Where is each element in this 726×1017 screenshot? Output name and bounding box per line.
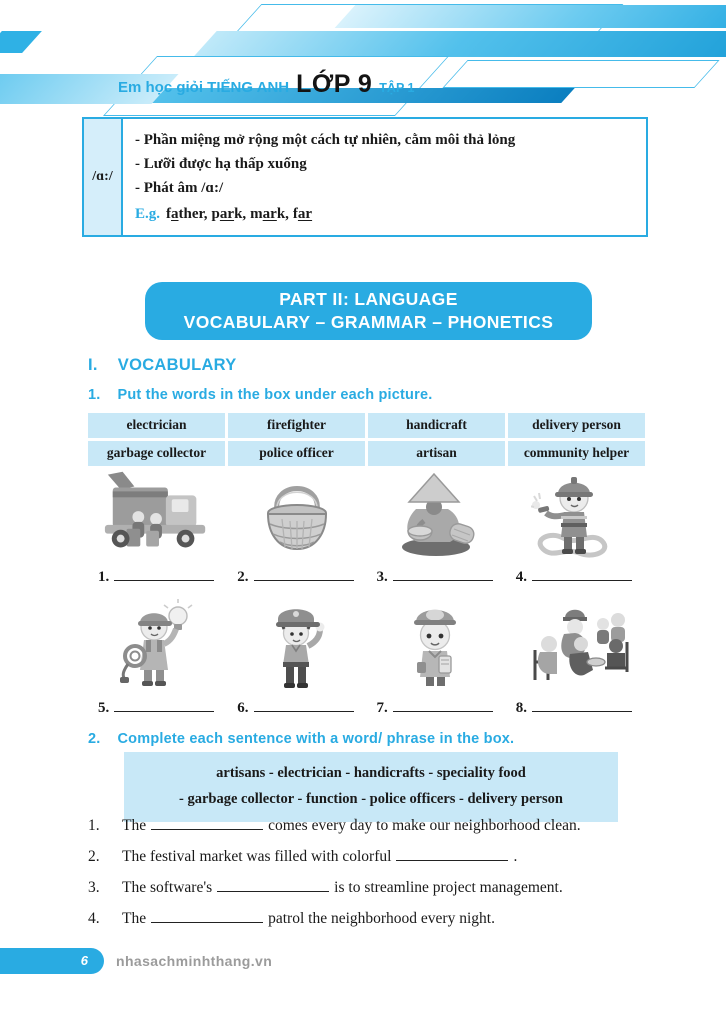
- sentence-text: The festival market was filled with colorful .: [122, 847, 518, 865]
- sentence-number: 1.: [88, 817, 100, 834]
- phonetics-line: - Lưỡi được hạ thấp xuống: [135, 156, 307, 172]
- picture-item: [506, 598, 645, 717]
- answer-blank: [393, 567, 493, 581]
- pictures-grid: [88, 467, 645, 717]
- word-cell: community helper: [508, 441, 645, 466]
- answer-blank: [254, 567, 354, 581]
- sentence-item: [88, 847, 653, 866]
- picture-label: [516, 567, 632, 586]
- phonetics-line: - Phần miệng mở rộng một cách tự nhiên, cằm môi thả lỏng: [135, 132, 516, 148]
- answer-blank: [114, 567, 214, 581]
- answer-blank: [532, 698, 632, 712]
- picture-number: 8.: [515, 700, 527, 716]
- word-cell: electrician: [88, 413, 225, 438]
- example-word: father,: [166, 206, 208, 222]
- sentence-item: [88, 878, 653, 897]
- sentence-text: The software's is to streamline project management.: [122, 878, 563, 896]
- picture-number: 3.: [376, 569, 388, 585]
- series-title: Em học giỏi TIẾNG ANH: [118, 79, 290, 96]
- word-box-line: artisans - electrician - handicrafts - speciality food: [216, 765, 526, 781]
- fill-blank: [217, 879, 329, 892]
- electrician-image: [114, 598, 202, 692]
- picture-number: 1.: [98, 569, 110, 585]
- community-helpers-image: [517, 598, 633, 692]
- police-officer-image: [256, 598, 338, 692]
- picture-label: [516, 698, 632, 717]
- example-word: park,: [211, 206, 247, 222]
- answer-blank: [393, 698, 493, 712]
- firefighter-image: [531, 467, 619, 561]
- word-cell: police officer: [228, 441, 365, 466]
- phonetics-description-cell: [123, 119, 646, 235]
- grade-label: LỚP 9: [296, 70, 373, 98]
- decor-outline-parallelogram-3: [442, 60, 719, 88]
- sentence-item: [88, 816, 653, 835]
- section-title: VOCABULARY: [117, 356, 237, 374]
- exercise2-heading: [88, 731, 514, 747]
- answer-blank: [114, 698, 214, 712]
- page-number-pill: 6: [0, 948, 104, 974]
- picture-label: [98, 698, 214, 717]
- exercise1-instruction: Put the words in the box under each picture.: [117, 387, 433, 403]
- phonetics-table: [82, 117, 648, 237]
- picture-item: [367, 467, 506, 586]
- decor-left-small-shape: [0, 31, 42, 53]
- part-banner: [145, 282, 592, 340]
- picture-item: [506, 467, 645, 586]
- decor-gradient-stripe-top: [335, 5, 726, 28]
- picture-item: [367, 598, 506, 717]
- delivery-person-image: [395, 598, 477, 692]
- example-label: E.g.: [135, 206, 161, 222]
- exercise1-number: 1.: [88, 387, 101, 403]
- fill-blank: [396, 848, 508, 861]
- example-word: far: [292, 206, 313, 222]
- picture-label: [377, 698, 493, 717]
- word-table: [88, 413, 645, 466]
- sentence-text: The comes every day to make our neighborhood clean.: [122, 817, 581, 834]
- section-number: I.: [88, 356, 98, 374]
- picture-item: [88, 598, 227, 717]
- part-banner-line1: PART II: LANGUAGE: [279, 288, 458, 309]
- word-cell: firefighter: [228, 413, 365, 438]
- garbage-collector-image: [99, 467, 217, 561]
- phonetics-line: - Phát âm /ɑ:/: [135, 180, 224, 196]
- picture-number: 4.: [515, 569, 527, 585]
- picture-label: [377, 567, 493, 586]
- exercise1-heading: [88, 387, 432, 403]
- section-heading: [88, 356, 237, 375]
- fill-blank: [151, 817, 263, 830]
- sentence-number: 4.: [88, 909, 100, 927]
- picture-label: [237, 567, 353, 586]
- picture-number: 5.: [98, 700, 110, 716]
- book-title: [118, 70, 415, 99]
- exercise2-instruction: Complete each sentence with a word/ phrase in the box.: [117, 731, 515, 747]
- picture-label: [237, 698, 353, 717]
- sentence-number: 2.: [88, 847, 100, 865]
- word-box-line: - garbage collector - function - police officers - delivery person: [179, 791, 563, 808]
- decor-gradient-band: [193, 31, 726, 57]
- phonetics-example-line: [135, 206, 638, 223]
- sentence-text: The patrol the neighborhood every night.: [122, 909, 495, 927]
- picture-number: 7.: [376, 700, 388, 716]
- picture-item: [88, 467, 227, 586]
- word-box: [124, 752, 618, 822]
- basket-image: [252, 467, 342, 561]
- sentence-list: [88, 816, 653, 940]
- word-cell: garbage collector: [88, 441, 225, 466]
- publisher-website: nhasachminhthang.vn: [116, 953, 273, 969]
- word-cell: delivery person: [508, 413, 645, 438]
- answer-blank: [532, 567, 632, 581]
- part-banner-line2: VOCABULARY – GRAMMAR – PHONETICS: [183, 312, 554, 332]
- example-word: mark,: [250, 206, 289, 222]
- picture-item: [227, 467, 366, 586]
- sentence-number: 3.: [88, 878, 100, 896]
- picture-number: 2.: [237, 569, 249, 585]
- picture-item: [227, 598, 366, 717]
- phonetic-symbol-cell: /ɑ:/: [84, 119, 123, 235]
- fill-blank: [151, 910, 263, 923]
- artisan-image: [386, 467, 486, 561]
- word-cell: handicraft: [368, 413, 505, 438]
- picture-label: [98, 567, 214, 586]
- word-cell: artisan: [368, 441, 505, 466]
- volume-label: TẬP 1: [379, 81, 415, 95]
- exercise2-number: 2.: [88, 731, 101, 747]
- picture-number: 6.: [237, 700, 249, 716]
- answer-blank: [254, 698, 354, 712]
- sentence-item: [88, 909, 653, 928]
